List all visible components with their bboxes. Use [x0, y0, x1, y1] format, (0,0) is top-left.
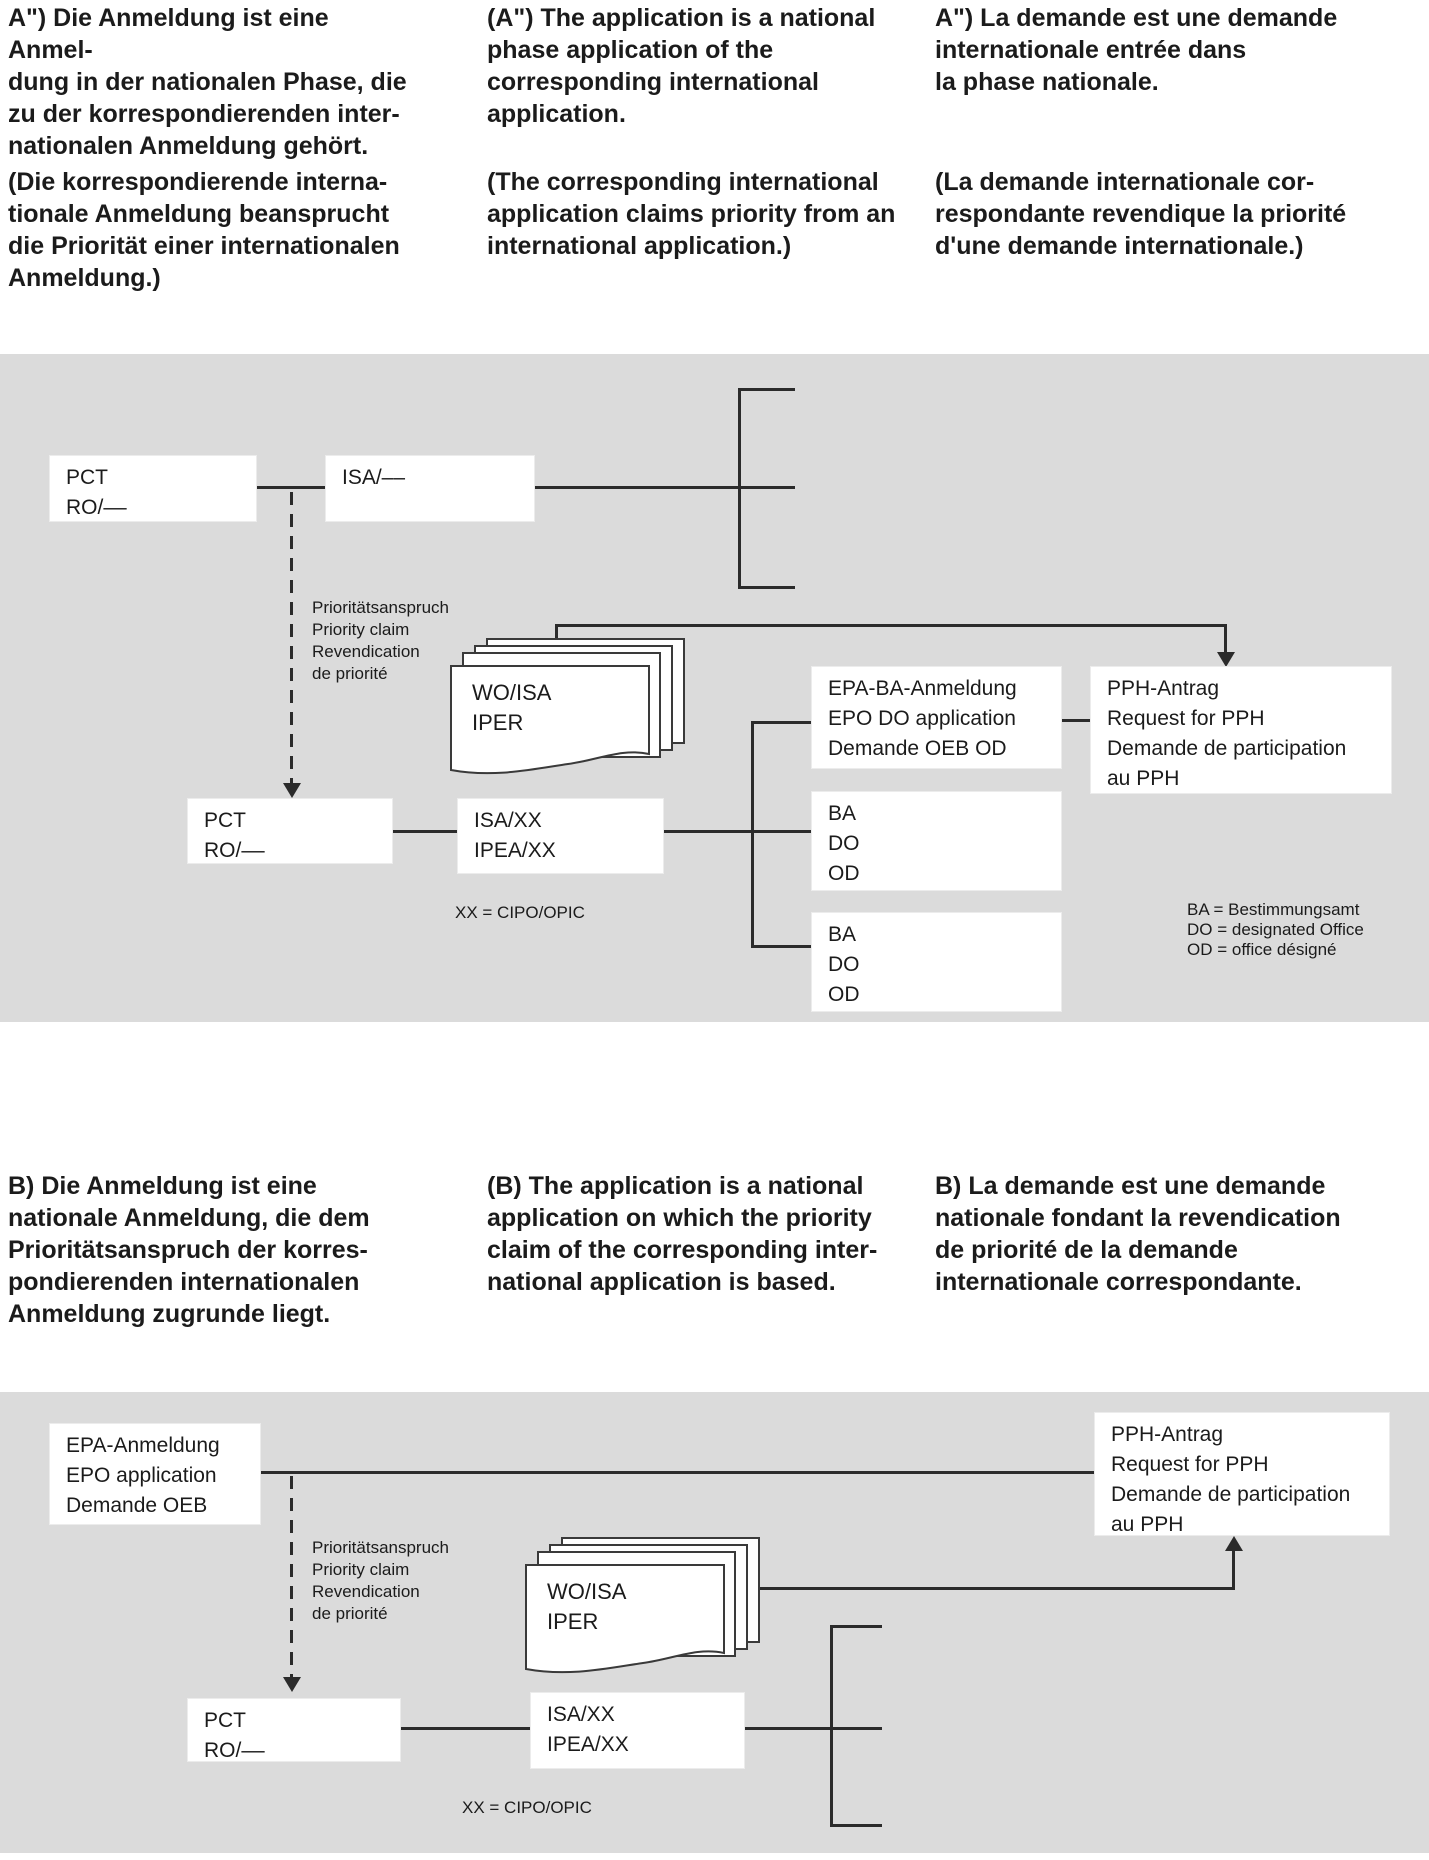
branch-bracket-line [830, 1824, 882, 1827]
box-isa-ipea: ISA/XX IPEA/XX [457, 798, 664, 874]
report-stack-label: WO/ISA IPER [547, 1579, 627, 1634]
branch-line [751, 721, 811, 724]
box-isa-ipea: ISA/XX IPEA/XX [530, 1692, 745, 1769]
box-ba-do-od-1: BA DO OD [811, 791, 1062, 891]
xx-abbreviation-note: XX = CIPO/OPIC [455, 903, 585, 922]
branch-line [751, 721, 754, 948]
connector-line [664, 830, 811, 833]
connector-line [393, 830, 457, 833]
connector-line [1062, 719, 1090, 722]
arrowhead-down-icon [283, 783, 301, 798]
intro-b-english-para: (B) The application is a national application on which the priority claim of the corresponding inter- national application is based. [487, 1172, 878, 1296]
box-epa-application: EPA-Anmeldung EPO application Demande OEB [49, 1423, 261, 1525]
box-pct-ro: PCT RO/–– [187, 1698, 401, 1762]
box-epa-ba-application: EPA-BA-Anmeldung EPO DO application Demande OEB OD [811, 666, 1062, 769]
intro-a-english-para2: (The corresponding international application claims priority from an international application.) [487, 168, 896, 260]
box-pph-request: PPH-Antrag Request for PPH Demande de participation au PPH [1090, 666, 1392, 794]
box-pph-request: PPH-Antrag Request for PPH Demande de participation au PPH [1094, 1412, 1390, 1536]
diagram-a-panel [0, 354, 1429, 1022]
intro-a-english-para1: (A") The application is a national phase application of the corresponding international application. [487, 4, 876, 128]
box-pct-ro-top: PCT RO/–– [49, 455, 257, 522]
connector-line [401, 1727, 530, 1730]
connector-line [257, 486, 325, 489]
priority-claim-label: Prioritätsanspruch Priority claim Revendication de priorité [312, 598, 450, 683]
branch-bracket-line [738, 388, 741, 589]
report-to-pph-line [750, 1587, 1235, 1590]
abbreviation-legend: BA = Bestimmungsamt DO = designated Office OD = office désigné [1187, 900, 1364, 959]
branch-bracket-line [738, 388, 795, 391]
intro-a-german-para1: A") Die Anmeldung ist eine Anmel- dung in der nationalen Phase, die zu der korrespondierenden inter- nationalen Anmeldung gehört. [8, 4, 407, 160]
branch-bracket-line [830, 1625, 833, 1827]
report-to-pph-line [555, 624, 1227, 627]
arrowhead-down-icon [1217, 652, 1235, 667]
priority-claim-dashed-line [290, 1476, 293, 1678]
report-stack-label: WO/ISA IPER [472, 680, 552, 735]
priority-claim-dashed-line [290, 492, 293, 784]
branch-bracket-line [738, 586, 795, 589]
connector-line [261, 1471, 1094, 1474]
xx-abbreviation-note: XX = CIPO/OPIC [462, 1798, 592, 1817]
arrowhead-down-icon [283, 1677, 301, 1692]
intro-a-french-para2: (La demande internationale cor- respondante revendique la priorité d'une demande internationale.) [935, 168, 1347, 260]
connector-line [745, 1727, 882, 1730]
diagram-b-panel [0, 1392, 1429, 1853]
box-isa-top: ISA/–– [325, 455, 535, 522]
branch-line [751, 945, 811, 948]
connector-line [535, 486, 795, 489]
intro-b-french-para: B) La demande est une demande nationale fondant la revendication de priorité de la demande internationale correspondante. [935, 1172, 1341, 1296]
priority-claim-label: Prioritätsanspruch Priority claim Revendication de priorité [312, 1538, 450, 1623]
report-to-pph-line [1224, 624, 1227, 654]
branch-bracket-line [830, 1625, 882, 1628]
arrowhead-up-icon [1225, 1536, 1243, 1551]
intro-a-french-para1: A") La demande est une demande internationale entrée dans la phase nationale. [935, 4, 1338, 96]
box-pct-ro-bottom: PCT RO/–– [187, 798, 393, 864]
report-to-pph-line [1232, 1547, 1235, 1590]
intro-a-german-para2: (Die korrespondierende interna- tionale Anmeldung beansprucht die Priorität einer internationalen Anmeldung.) [8, 168, 400, 292]
box-ba-do-od-2: BA DO OD [811, 912, 1062, 1012]
intro-b-german-para: B) Die Anmeldung ist eine nationale Anmeldung, die dem Prioritätsanspruch der korres- pondierenden internationalen Anmeldung zugrunde liegt. [8, 1172, 370, 1328]
